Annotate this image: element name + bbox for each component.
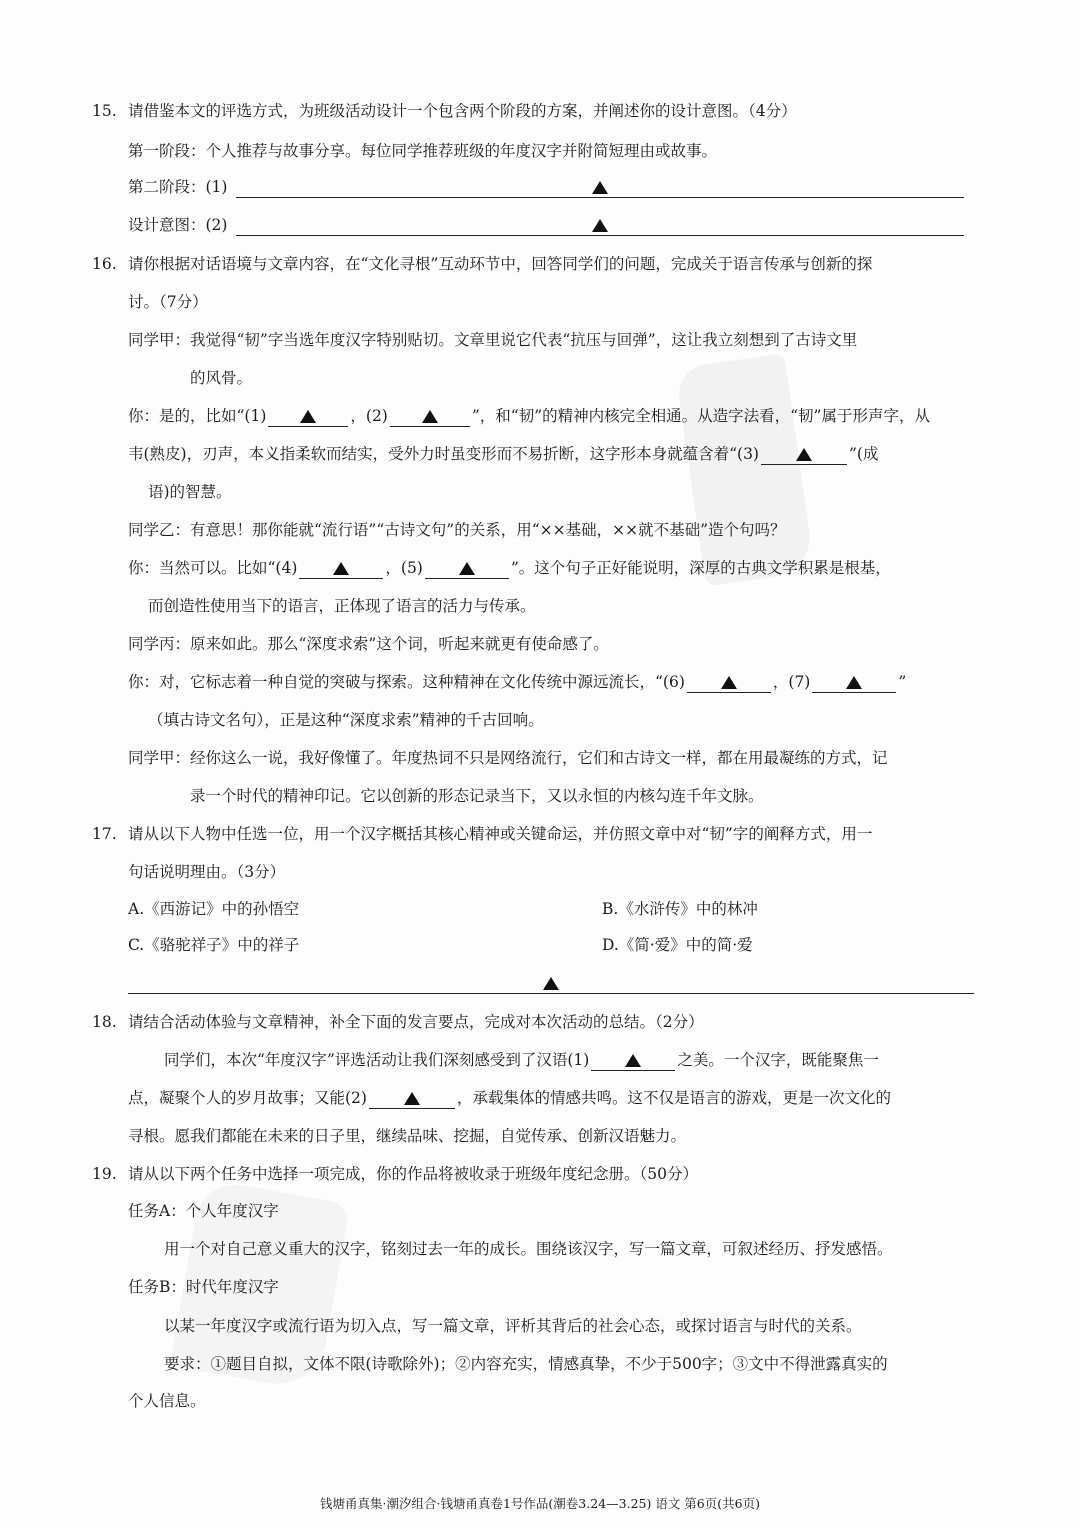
- blank-marker-icon: [796, 448, 812, 461]
- option-b[interactable]: B.《水浒传》中的林冲: [602, 900, 758, 918]
- page-footer: 钱塘甬真集·潮汐组合·钱塘甬真卷1号作品(潮卷3.24—3.25) 语文 第6页(共6页): [320, 1496, 760, 1511]
- blank-marker-icon: [846, 676, 862, 689]
- blank-marker-icon: [422, 410, 438, 423]
- answer-blank-3[interactable]: [761, 446, 847, 465]
- blank-marker-icon: [459, 562, 475, 575]
- blank-marker-icon: [592, 181, 608, 194]
- blank-marker-icon: [404, 1092, 420, 1105]
- answer-blank-7[interactable]: [812, 674, 896, 693]
- answer-blank-6[interactable]: [687, 674, 771, 693]
- answer-blank-8[interactable]: [591, 1052, 675, 1071]
- answer-blank-9[interactable]: [369, 1090, 455, 1109]
- answer-line[interactable]: [236, 197, 964, 198]
- blank-marker-icon: [721, 676, 737, 689]
- answer-blank-2[interactable]: [390, 408, 470, 427]
- exam-page: 15. 请借鉴本文的评选方式，为班级活动设计一个包含两个阶段的方案，并阐述你的设计意图。（4分） 第一阶段：个人推荐与故事分享。每位同学推荐班级的年度汉字并附简短理由或故事。 第二阶段：(1) 设计意图：(2) 16. 请你根据对话语境与文章内容，在“文化寻根”互动环节中，回答同学们的问题，完成关于语言传承与创新的探 讨。（7分） 同学甲：我觉得“韧”字当选年度汉字特别贴切。文章里说它代表“抗压与回弹”，这让我立刻想到了古诗文里 的风骨。 你：是的，比如“(1) ，(2) ”，和“韧”的精神内核完全相通。从造字法看，“韧”属于形声字，从 韦(熟皮)，刃声，本义指柔软而结实，受外力时虽变形而不易折断，这字形本身就蕴含着“(3) ”(成 语)的智慧。 同学乙：有意思！那你能就“流行语”“古诗文句”的关系，用“××基础，××就不基础”造个句吗？ 你：当然可以。比如“(4) ，(5) ”。这个句子正好能说明，深厚的古典文学积累是根基， 而创造性使用当下的语言，正体现了语言的活力与传承。 同学丙：原来如此。那么“深度求索”这个词，听起来就更有使命感了。 你：对，它标志着一种自觉的突破与探索。这种精神在文化传统中源远流长，“(6) ，(7) ” （填古诗文名句），正是这种“深度求索”精神的千古回响。 同学甲：经你这么一说，我好像懂了。年度热词不只是网络流行，它们和古诗文一样，都在用最凝练的方式，记 录一个时代的精神印记。它以创新的形态记录当下，又以永恒的内核勾连千年文脉。 17. 请从以下人物中任选一位，用一个汉字概括其核心精神或关键命运，并仿照文章中对“韧”字的阐释方式，用一 句话说明理由。（3分） A.《西游记》中的孙悟空 B.《水浒传》中的林冲 C.《骆驼祥子》中的祥子 D.《简·爱》中的简·爱 18. 请结合活动体验与文章精神，补全下面的发言要点，完成对本次活动的总结。（2分） 同学们，本次“年度汉字”评选活动让我们深刻感受到了汉语(1) 之美。一个汉字，既能聚焦一 点，凝聚个人的岁月故事；又能(2) ，承载集体的情感共鸣。这不仅是语言的游戏，更是一次文化的 寻根。愿我们都能在未来的日子里，继续品味、挖掘，自觉传承、创新汉语魅力。 19. 请从以下两个任务中选择一项完成，你的作品将被收录于班级年度纪念册。（50分） 任务A：个人年度汉字 用一个对自己意义重大的汉字，铭刻过去一年的成长。围绕该汉字，写一篇文章，可叙述经历、抒发感悟。 任务B：时代年度汉字 以某一年度汉字或流行语为切入点，写一篇文章，评析其背后的社会心态，或探讨语言与时代的关系。 要求：①题目自拟，文体不限(诗歌除外)；②内容充实，情感真挚，不少于500字；③文中不得泄露真实的 个人信息。 钱塘甬真集·潮汐组合·钱塘甬真卷1号作品(潮卷3.24—3.25) 语文 第6页(共6页): [0, 0, 1080, 1527]
- option-a[interactable]: A.《西游记》中的孙悟空: [128, 900, 300, 918]
- calligraphy-watermark: [675, 353, 815, 586]
- option-c[interactable]: C.《骆驼祥子》中的祥子: [128, 936, 300, 954]
- option-d[interactable]: D.《简·爱》中的简·爱: [602, 936, 753, 954]
- blank-marker-icon: [300, 410, 316, 423]
- answer-line[interactable]: [236, 235, 964, 236]
- blank-marker-icon: [592, 219, 608, 232]
- blank-marker-icon: [543, 977, 559, 990]
- blank-marker-icon: [625, 1054, 641, 1067]
- answer-blank-4[interactable]: [299, 560, 383, 579]
- answer-line[interactable]: [128, 993, 974, 994]
- answer-blank-5[interactable]: [425, 560, 509, 579]
- blank-marker-icon: [333, 562, 349, 575]
- answer-blank-1[interactable]: [268, 408, 348, 427]
